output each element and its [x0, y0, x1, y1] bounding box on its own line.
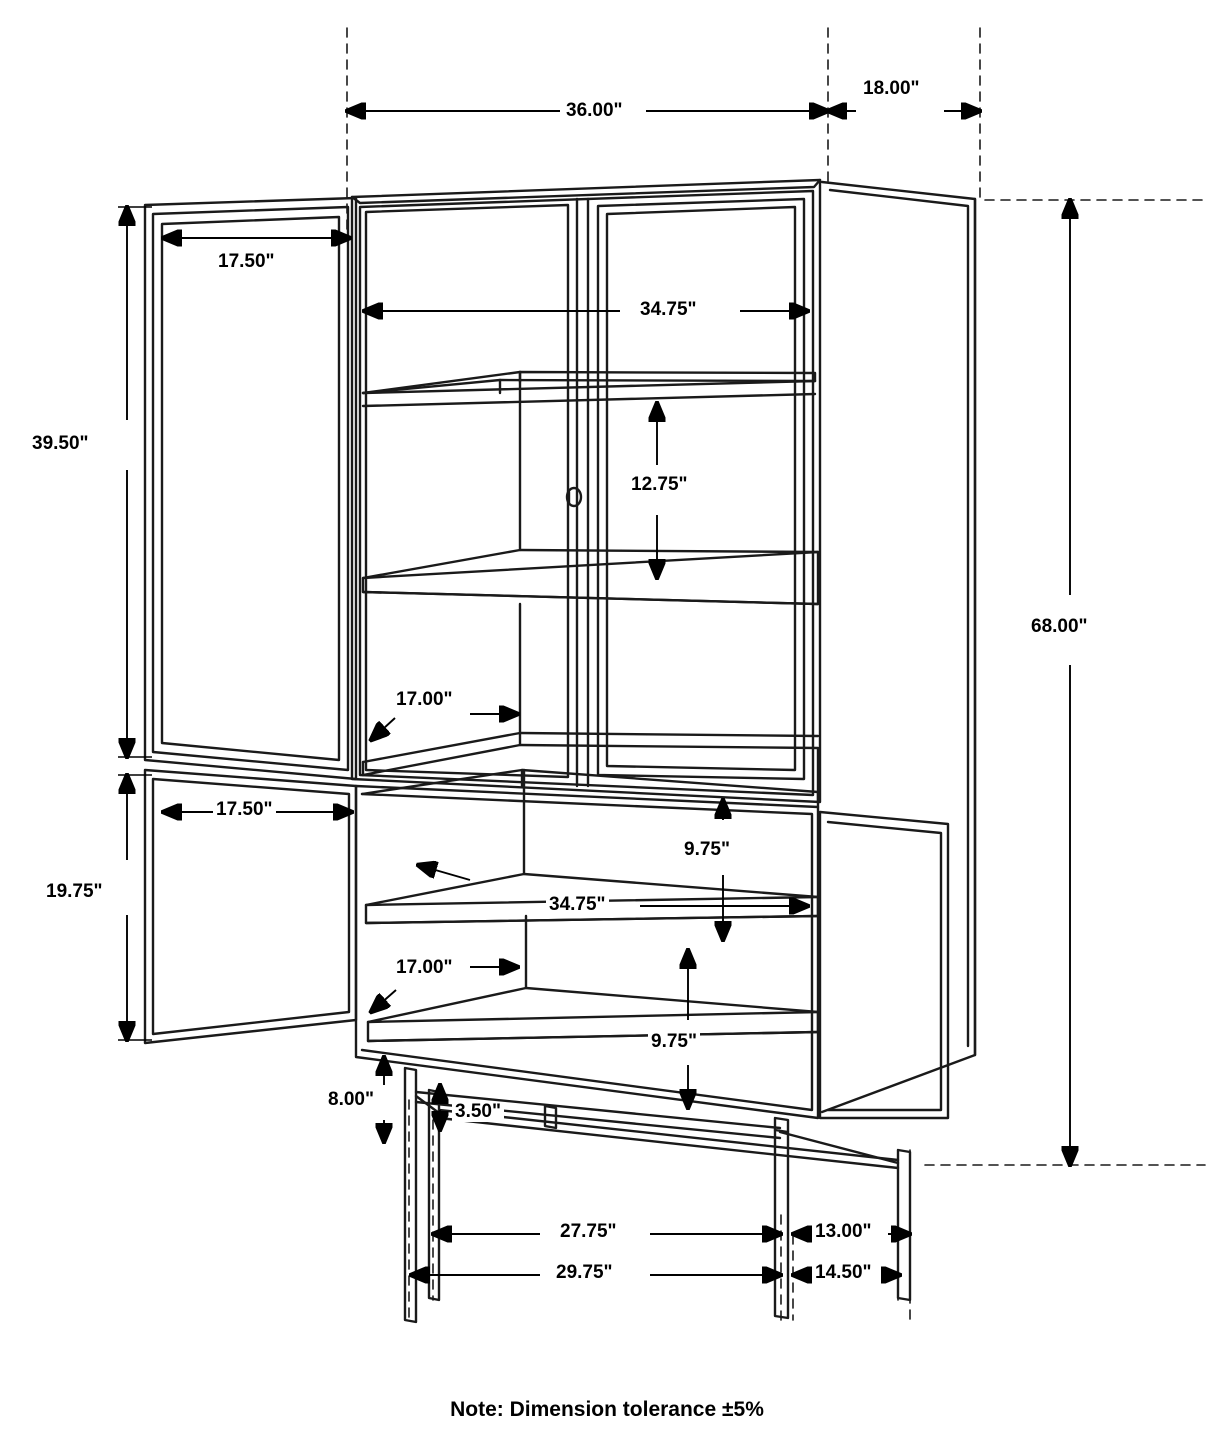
dimension-lines [118, 111, 1070, 1275]
lower-cabinet-body [356, 770, 818, 1118]
dim-label-leg-span-front-inner: 27.75" [557, 1222, 620, 1242]
left-upper-door-open [145, 198, 356, 779]
dim-label-upper-shelf-gap: 12.75" [628, 475, 691, 495]
dim-label-interior-depth-lower: 17.00" [393, 958, 456, 978]
dim-label-leg-span-front-outer: 29.75" [553, 1263, 616, 1283]
dim-label-interior-width-upper: 34.75" [637, 300, 700, 320]
dim-label-lower-shelf-gap-lower: 9.75" [648, 1032, 700, 1052]
dim-label-left-door-inner-width-lower: 17.50" [213, 800, 276, 820]
dim-label-leg-span-side-inner: 13.00" [812, 1222, 875, 1242]
dim-label-left-door-inner-width-upper: 17.50" [215, 252, 278, 272]
right-upper-side-panel [822, 182, 975, 1112]
tolerance-note: Note: Dimension tolerance ±5% [450, 1398, 764, 1421]
dim-label-door-open-depth-right: 18.00" [860, 79, 923, 99]
dim-label-lower-cabinet-height: 19.75" [43, 882, 106, 902]
upper-shelves [363, 372, 818, 802]
dim-label-stretcher-height: 3.50" [452, 1102, 504, 1122]
dim-label-interior-depth-upper: 17.00" [393, 690, 456, 710]
dim-label-leg-height: 8.00" [325, 1090, 377, 1110]
dim-label-upper-cabinet-height: 39.50" [29, 434, 92, 454]
dim-label-interior-width-lower: 34.75" [546, 895, 609, 915]
dim-label-leg-span-side-outer: 14.50" [812, 1263, 875, 1283]
dim-label-overall-width-left: 36.00" [563, 101, 626, 121]
dim-label-lower-shelf-gap-upper: 9.75" [681, 840, 733, 860]
dim-label-overall-height: 68.00" [1028, 617, 1091, 637]
